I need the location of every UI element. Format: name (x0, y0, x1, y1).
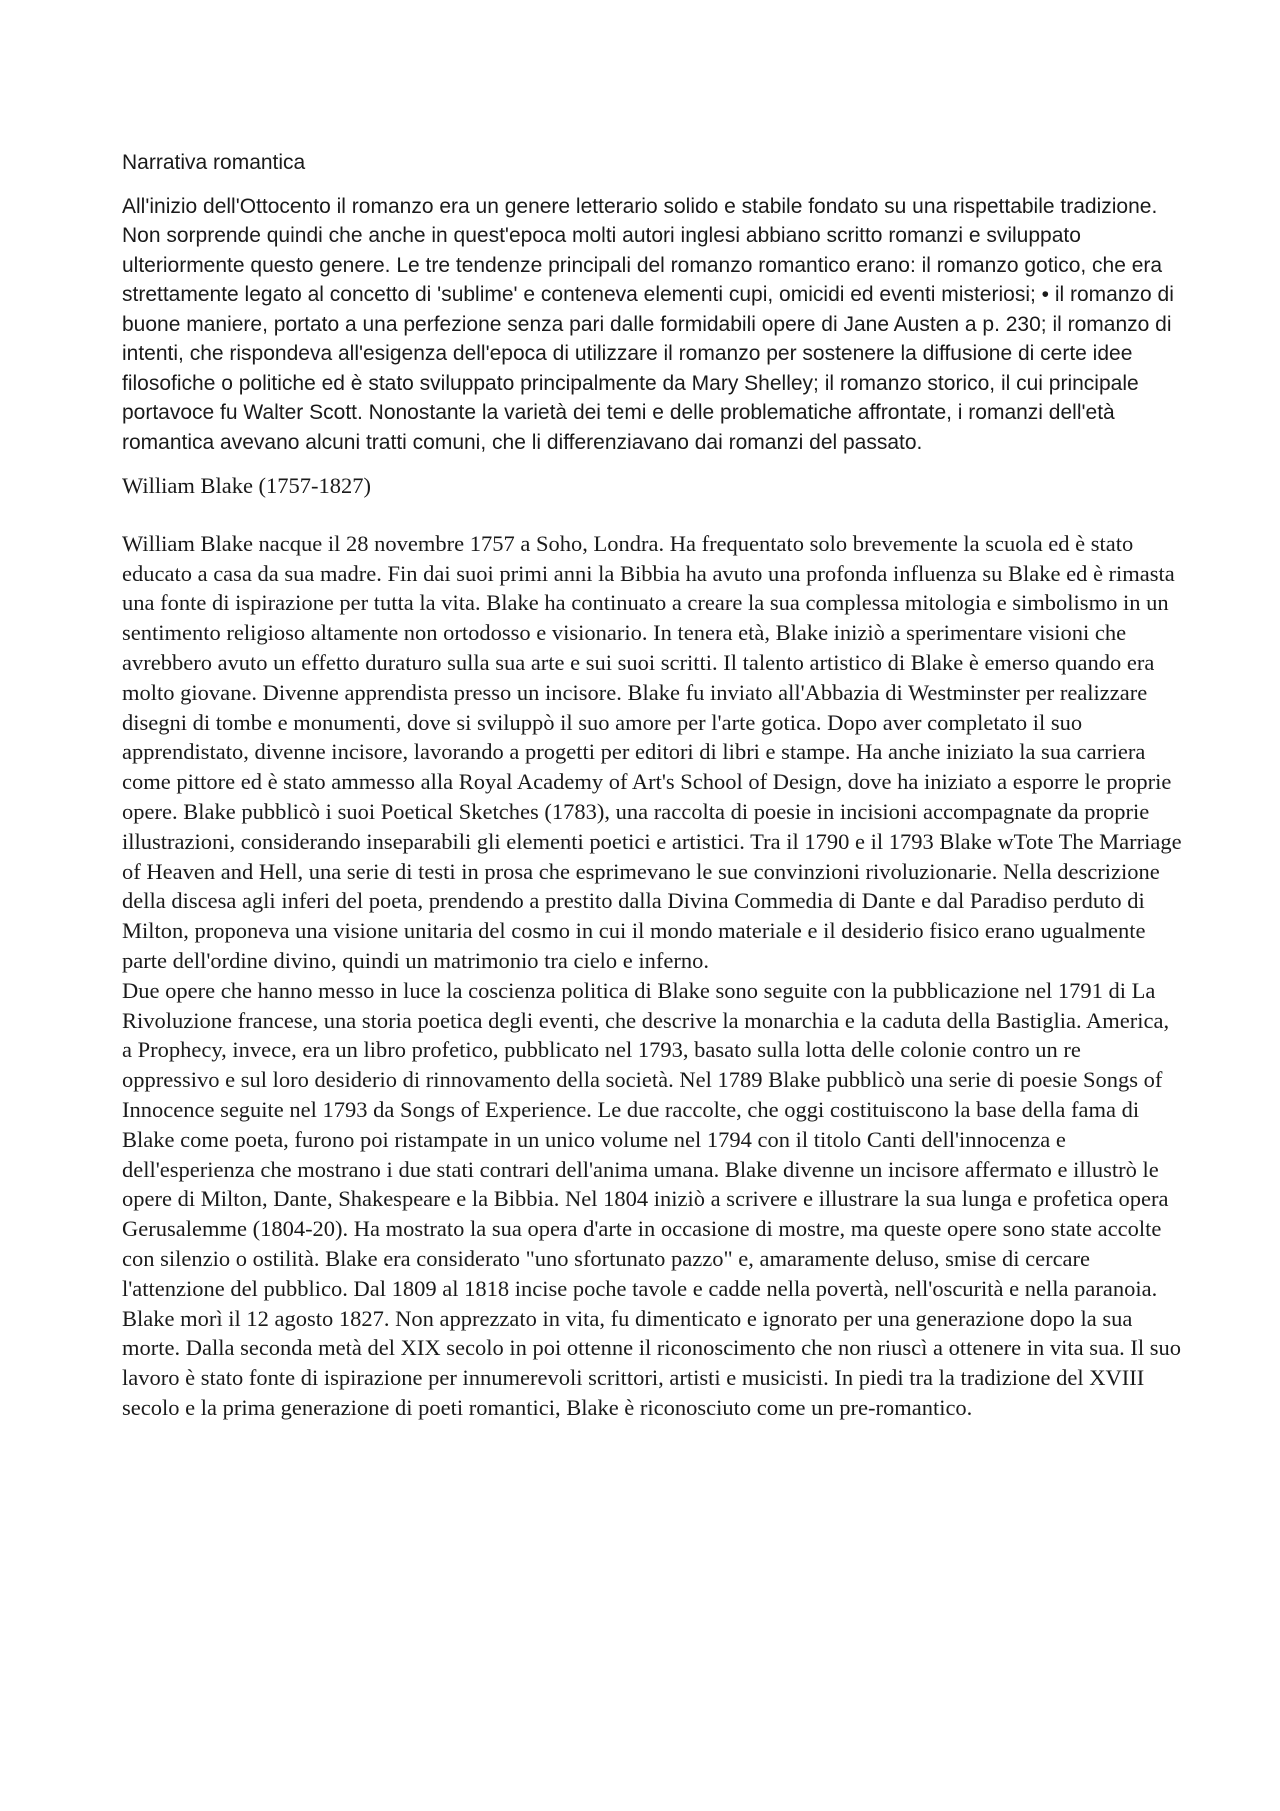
document-page (122, 148, 1182, 1423)
section-paragraph: All'inizio dell'Ottocento il romanzo era un genere letterario solido e stabile fondato su una rispettabile tradizione. Non sorprende quindi che anche in quest'epoca molti autori inglesi abbiano scritto romanzi e sviluppato ulteriormente questo genere. Le tre tendenze principali del romanzo romantico erano: il romanzo gotico, che era strettamente legato al concetto di 'sublime' e conteneva elementi cupi, omicidi ed eventi misteriosi; • il romanzo di buone maniere, portato a una perfezione senza pari dalle formidabili opere di Jane Austen a p. 230; il romanzo di intenti, che rispondeva all'esigenza dell'epoca di utilizzare il romanzo per sostenere la diffusione di certe idee filosofiche o politiche ed è stato sviluppato principalmente da Mary Shelley; il romanzo storico, il cui principale portavoce fu Walter Scott. Nonostante la varietà dei temi e delle problematiche affrontate, i romanzi dell'età romantica avevano alcuni tratti comuni, che li differenziavano dai romanzi del passato. (122, 194, 1174, 454)
section-narrativa-romantica (122, 148, 1182, 457)
section-title: William Blake (1757-1827) (122, 473, 372, 498)
section-william-blake (122, 471, 1182, 1423)
section-paragraph: William Blake nacque il 28 novembre 1757 a Soho, Londra. Ha frequentato solo brevemente la scuola ed è stato educato a casa da sua madre. Fin dai suoi primi anni la Bibbia ha avuto una profonda influenza su Blake ed è rimasta una fonte di ispirazione per tutta la vita. Blake ha continuato a creare la sua complessa mitologia e simbolismo in un sentimento religioso altamente non ortodosso e visionario. In tenera età, Blake iniziò a sperimentare visioni che avrebbero avuto un effetto duraturo sulla sua arte e sui suoi scritti. Il talento artistico di Blake è emerso quando era molto giovane. Divenne apprendista presso un incisore. Blake fu inviato all'Abbazia di Westminster per realizzare disegni di tombe e monumenti, dove si sviluppò il suo amore per l'arte gotica. Dopo aver completato il suo apprendistato, divenne incisore, lavorando a progetti per editori di libri e stampe. Ha anche iniziato la sua carriera come pittore ed è stato ammesso alla Royal Academy of Art's School of Design, dove ha iniziato a esporre le proprie opere. Blake pubblicò i suoi Poetical Sketches (1783), una raccolta di poesie in incisioni accompagnate da proprie illustrazioni, considerando inseparabili gli elementi poetici e artistici. Tra il 1790 e il 1793 Blake wTote The Marriage of Heaven and Hell, una serie di testi in prosa che esprimevano le sue convinzioni rivoluzionarie. Nella descrizione della discesa agli inferi del poeta, prendendo a prestito dalla Divina Commedia di Dante e dal Paradiso perduto di Milton, proponeva una visione unitaria del cosmo in cui il mondo materiale e il desiderio fisico erano ugualmente parte dell'ordine divino, quindi un matrimonio tra cielo e inferno. (122, 530, 1182, 973)
section-paragraph: Due opere che hanno messo in luce la coscienza politica di Blake sono seguite con la pubblicazione nel 1791 di La Rivoluzione francese, una storia poetica degli eventi, che descrive la monarchia e la caduta della Bastiglia. America, a Prophecy, invece, era un libro profetico, pubblicato nel 1793, basato sulla lotta delle colonie contro un re oppressivo e sul loro desiderio di rinnovamento della società. Nel 1789 Blake pubblicò una serie di poesie Songs of Innocence seguite nel 1793 da Songs of Experience. Le due raccolte, che oggi costituiscono la base della fama di Blake come poeta, furono poi ristampate in un unico volume nel 1794 con il titolo Canti dell'innocenza e dell'esperienza che mostrano i due stati contrari dell'anima umana. Blake divenne un incisore affermato e illustrò le opere di Milton, Dante, Shakespeare e la Bibbia. Nel 1804 iniziò a scrivere e illustrare la sua lunga e profetica opera Gerusalemme (1804-20). Ha mostrato la sua opera d'arte in occasione di mostre, ma queste opere sono state accolte con silenzio o ostilità. Blake era considerato "uno sfortunato pazzo" e, amaramente deluso, smise di cercare l'attenzione del pubblico. Dal 1809 al 1818 incise poche tavole e cadde nella povertà, nell'oscurità e nella paranoia. Blake morì il 12 agosto 1827. Non apprezzato in vita, fu dimenticato e ignorato per una generazione dopo la sua morte. Dalla seconda metà del XIX secolo in poi ottenne il riconoscimento che non riuscì a ottenere in vita sua. Il suo lavoro è stato fonte di ispirazione per innumerevoli scrittori, artisti e musicisti. In piedi tra la tradizione del XVIII secolo e la prima generazione di poeti romantici, Blake è riconosciuto come un pre-romantico. (122, 977, 1182, 1420)
section-title: Narrativa romantica (122, 151, 306, 174)
